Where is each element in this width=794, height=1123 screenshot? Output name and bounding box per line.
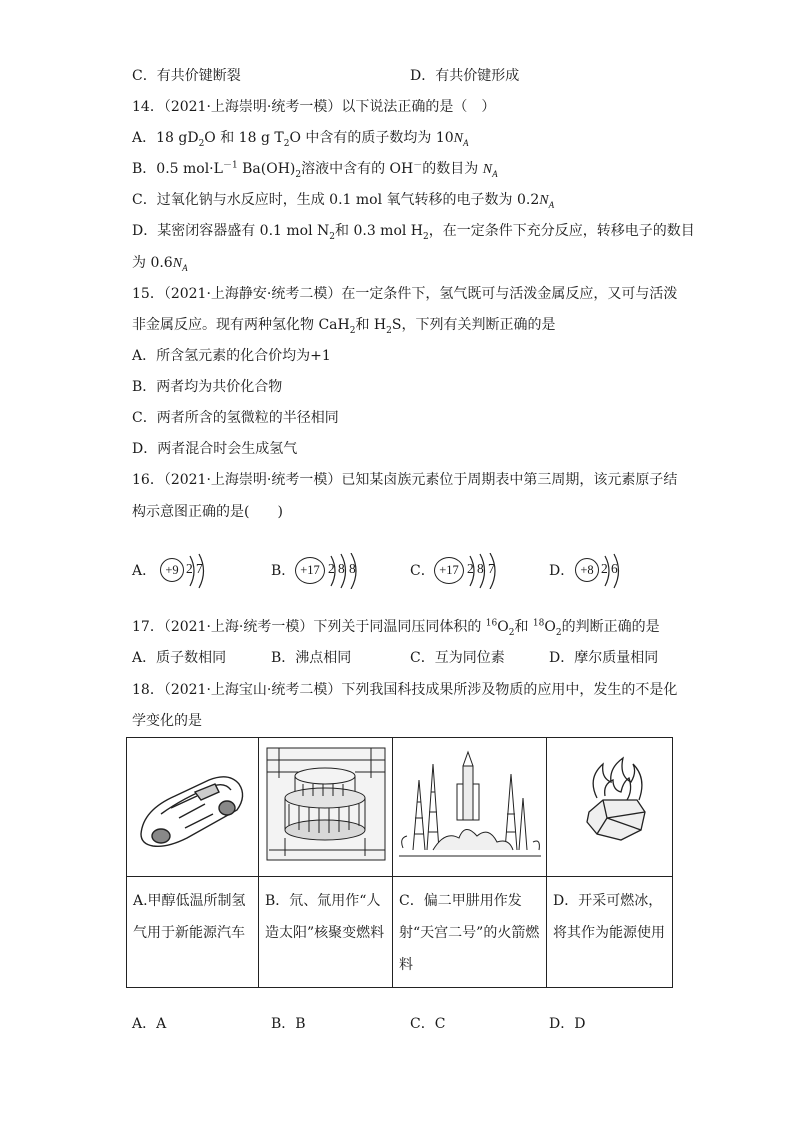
shell-electrons: 6: [611, 561, 618, 576]
q14-option-d: D．某密闭容器盛有 0.1 mol $N_2$和 0.3 mol $H_2$，在一定条件下充分反应，转移电子的数目: [132, 223, 695, 242]
combustible-ice-cell: [547, 738, 673, 877]
q18-option-b: B．B: [271, 1016, 306, 1032]
shell-electrons: 8: [349, 561, 356, 576]
q17-option-b: B．沸点相同: [271, 650, 352, 666]
electron-shells-icon: [599, 553, 659, 589]
car-illustration-cell: [127, 738, 259, 877]
q17-option-c: C．互为同位素: [410, 650, 505, 666]
q14-option-b: B．0.5 $mol\cdot L^{-1}$ $Ba(OH)_2$溶液中含有的 OH－的数目为 $N_A$: [132, 160, 498, 180]
option-label: B．: [271, 563, 296, 579]
q13-option-c: C．有共价键断裂: [132, 68, 241, 84]
q16-stem-line1: 16．（2021·上海崇明·统考一模）已知某卤族元素位于周期表中第三周期，该元素原子结: [132, 472, 678, 488]
q13-option-d: D．有共价键形成: [410, 68, 520, 84]
q18-option-d: D．D: [549, 1016, 586, 1032]
q15-option-a: A．所含氢元素的化合价均为+1: [132, 348, 331, 364]
q16-stem-line2: 构示意图正确的是( ): [132, 504, 283, 520]
q14-option-a: A．18 $gD_2O$ 和 18 g $T_2O$ 中含有的质子数均为 $10N_A$: [132, 130, 469, 149]
option-label: D．: [549, 563, 575, 579]
cell-b-text: B．氘、氚用作“人造太阳”核聚变燃料: [259, 877, 393, 988]
shell-electrons: 7: [488, 561, 495, 576]
fusion-reactor-cell: [259, 738, 393, 877]
fusion-reactor-icon: [259, 738, 392, 872]
q18-stem-line2: 学变化的是: [132, 713, 202, 729]
rocket-launch-icon: [393, 738, 546, 872]
q16-option-b-diagram: [271, 553, 381, 589]
shell-electrons: 8: [477, 561, 484, 576]
q15-stem-line1: 15．（2021·上海静安·统考二模）在一定条件下，氢气既可与活泼金属反应，又可与活泼: [132, 286, 678, 302]
q17-option-a: A．质子数相同: [132, 650, 227, 666]
nucleus: +9: [160, 558, 184, 582]
electron-shells-icon: [184, 553, 244, 589]
option-label: A．: [132, 563, 157, 579]
q18-figure-table: [126, 737, 673, 988]
shell-electrons: 2: [186, 561, 193, 576]
shell-electrons: 7: [196, 561, 203, 576]
hydrogen-car-icon: [127, 738, 258, 872]
nucleus: +17: [434, 557, 464, 584]
shell-electrons: 2: [601, 561, 608, 576]
q14-stem: 14．（2021·上海崇明·统考一模）以下说法正确的是（ ）: [132, 99, 496, 115]
cell-d-text: D．开采可燃冰，将其作为能源使用: [547, 877, 673, 988]
q15-stem-line2: 非金属反应。现有两种氢化物 CaH$_2$和 $H_2S$，下列有关判断正确的是: [132, 317, 556, 336]
q17-stem: 17．（2021·上海·统考一模）下列关于同温同压同体积的 $^{16}O_2$和 $^{18}O_2$的判断正确的是: [132, 618, 660, 638]
q18-stem-line1: 18．（2021·上海宝山·统考二模）下列我国科技成果所涉及物质的应用中，发生的不是化: [132, 682, 678, 698]
q14-option-c: C．过氧化钠与水反应时，生成 0.1 mol 氧气转移的电子数为 $0.2N_A$: [132, 192, 555, 210]
rocket-launch-cell: [393, 738, 547, 877]
shell-electrons: 8: [338, 561, 345, 576]
q14-option-d-line2: 为 $0.6N_A$: [132, 255, 188, 273]
option-label: C．: [410, 563, 435, 579]
q16-option-a-diagram: [132, 553, 232, 589]
q18-option-c: C．C: [410, 1016, 446, 1032]
cell-a-text: A.甲醇低温所制氢气用于新能源汽车: [127, 877, 259, 988]
nucleus: +17: [295, 557, 325, 584]
nucleus: +8: [575, 558, 599, 582]
shell-electrons: 2: [328, 561, 335, 576]
shell-electrons: 2: [467, 561, 474, 576]
burning-ice-icon: [547, 738, 672, 872]
q17-option-d: D．摩尔质量相同: [549, 650, 659, 666]
q15-option-d: D．两者混合时会生成氢气: [132, 441, 298, 457]
q15-option-c: C．两者所含的氢微粒的半径相同: [132, 410, 339, 426]
q18-option-a: A．A: [132, 1016, 167, 1032]
cell-c-text: C．偏二甲肼用作发射“天宫二号”的火箭燃料: [393, 877, 547, 988]
q15-option-b: B．两者均为共价化合物: [132, 379, 283, 395]
q16-option-d-diagram: [549, 553, 649, 589]
q16-option-c-diagram: [410, 553, 520, 589]
